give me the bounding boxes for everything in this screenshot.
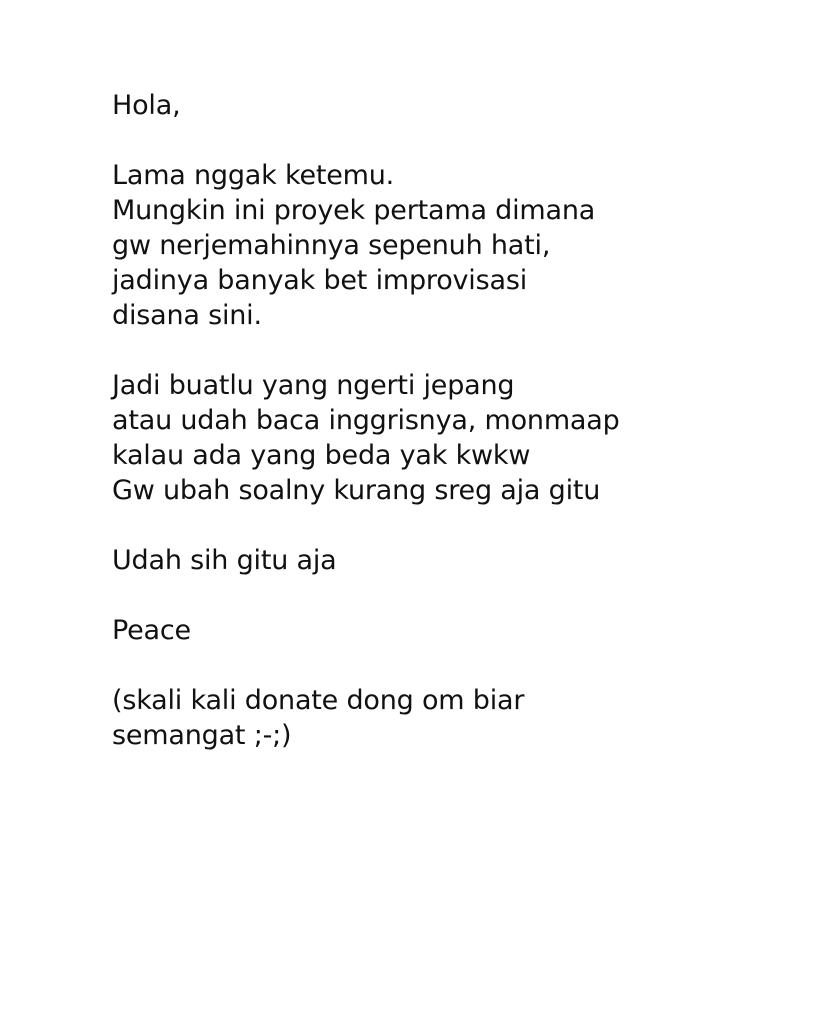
text-line: disana sini. (112, 300, 262, 331)
text-line: gw nerjemahinnya sepenuh hati, (112, 230, 551, 261)
signoff-paragraph (112, 613, 792, 648)
apology-paragraph (112, 368, 792, 508)
text-line: Lama nggak ketemu. (112, 160, 395, 191)
text-line: Udah sih gitu aja (112, 545, 337, 576)
text-line: Mungkin ini proyek pertama dimana (112, 195, 596, 226)
letter-body (112, 88, 792, 788)
text-line: atau udah baca inggrisnya, monmaap (112, 405, 620, 436)
text-line: (skali kali donate dong om biar (112, 685, 525, 716)
text-line: Jadi buatlu yang ngerti jepang (112, 370, 515, 401)
intro-paragraph (112, 158, 792, 333)
donate-paragraph (112, 683, 792, 753)
greeting-line: Hola, (112, 90, 181, 121)
text-line: jadinya banyak bet improvisasi (112, 265, 527, 296)
greeting-paragraph (112, 88, 792, 123)
text-line: Gw ubah soalny kurang sreg aja gitu (112, 475, 601, 506)
text-line: Peace (112, 615, 191, 646)
text-line: semangat ;-;) (112, 720, 292, 751)
closing-paragraph (112, 543, 792, 578)
text-line: kalau ada yang beda yak kwkw (112, 440, 531, 471)
